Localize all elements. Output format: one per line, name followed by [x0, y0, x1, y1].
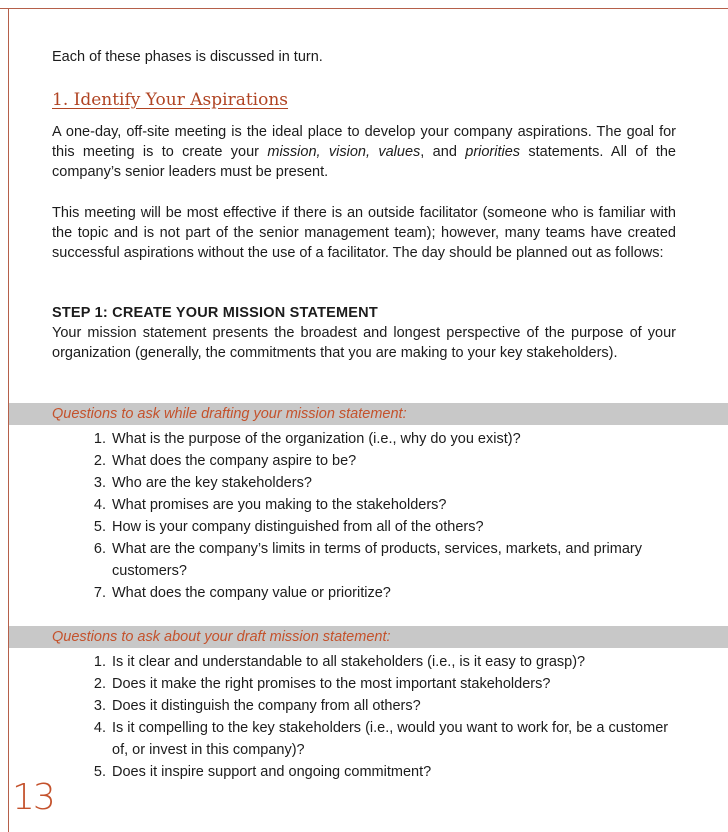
list-item: 6. What are the company’s limits in terms of products, services, markets, and primary customers? [110, 538, 678, 582]
section-heading: 1. Identify Your Aspirations [52, 90, 289, 110]
paragraph-meeting-em-1: mission, vision, values [267, 144, 421, 160]
list-item: 4. Is it compelling to the key stakeholders (i.e., would you want to work for, be a customer of, or invest in this company)? [110, 717, 678, 761]
question-list-drafting [58, 428, 678, 604]
paragraph-meeting-text-a: A one-day, off-site meeting is the ideal place to develop your company aspirations. The goal for this meeting is to create your [52, 124, 676, 160]
list-item: 7. What does the company value or prioritize? [110, 582, 678, 604]
list-item: 5. How is your company distinguished from all of the others? [110, 516, 678, 538]
list-item: 2. Does it make the right promises to the most important stakeholders? [110, 673, 678, 695]
list-item: 3. Does it distinguish the company from all others? [110, 695, 678, 717]
list-item: 4. What promises are you making to the stakeholders? [110, 494, 678, 516]
paragraph-mission: Your mission statement presents the broadest and longest perspective of the purpose of your organization (generally, the commitments that you are making to your key stakeholders). [52, 325, 676, 361]
paragraph-meeting-text-b: , and [420, 144, 466, 160]
section-title-drafting: Questions to ask while drafting your mission statement: [52, 406, 407, 422]
paragraph-meeting-em-2: priorities [465, 144, 521, 160]
paragraph-meeting [52, 122, 676, 182]
list-item: 3. Who are the key stakeholders? [110, 472, 678, 494]
step-1-title: STEP 1: CREATE YOUR MISSION STATEMENT [52, 305, 378, 321]
page-number: 13 [12, 777, 54, 818]
paragraph-meeting-text-c: statements. All of the company’s senior leaders must be present. [52, 144, 676, 180]
list-item: 2. What does the company aspire to be? [110, 450, 678, 472]
paragraph-facilitator: This meeting will be most effective if there is an outside facilitator (someone who is familiar with the topic and is not part of the senior management team); however, many teams have created successful aspirations without the use of a facilitator. The day should be planned out as follows: [52, 205, 676, 261]
page-frame-top-rule [0, 8, 728, 9]
list-item: 1. Is it clear and understandable to all stakeholders (i.e., is it easy to grasp)? [110, 651, 678, 673]
section-title-draft-review: Questions to ask about your draft mission statement: [52, 629, 391, 645]
list-item: 5. Does it inspire support and ongoing commitment? [110, 761, 678, 783]
intro-text: Each of these phases is discussed in turn. [52, 49, 323, 65]
question-list-draft-review [58, 651, 678, 783]
list-item: 1. What is the purpose of the organization (i.e., why do you exist)? [110, 428, 678, 450]
